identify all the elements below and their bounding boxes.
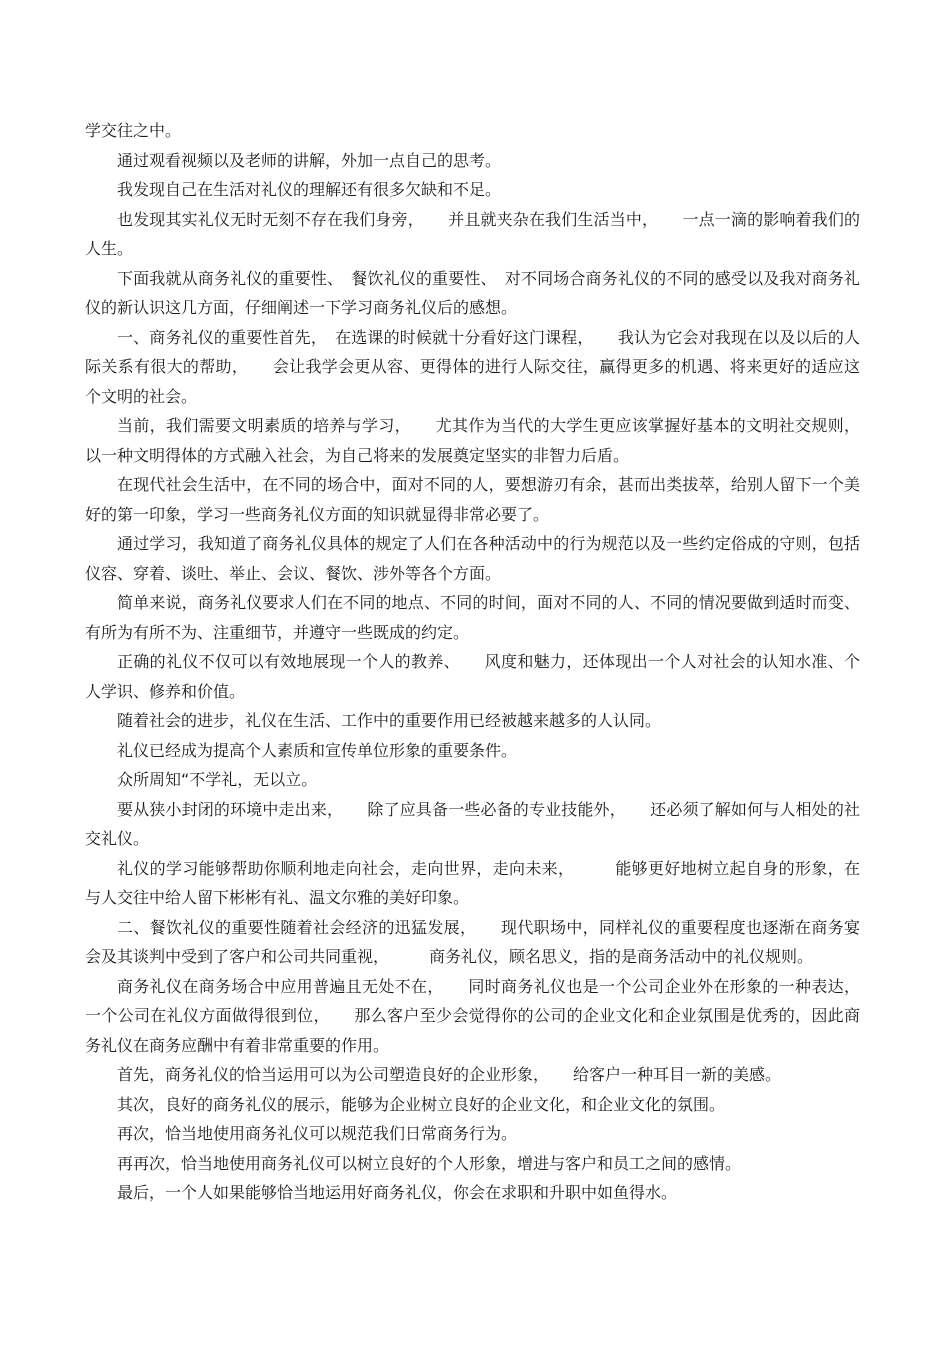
paragraph: 随着社会的进步，礼仪在生活、工作中的重要作用已经被越来越多的人认同。 bbox=[117, 711, 662, 730]
paragraph: 二、餐饮礼仪的重要性随着社会经济的迅猛发展， 现代职场中，同样礼仪的重要程度也逐渐在商务宴会及其谈判中受到了客户和公司共同重视， 商务礼仪，顾名思义，指的是商务活动中的礼仪规则。 bbox=[85, 917, 860, 966]
paragraph: 学交往之中。 bbox=[85, 121, 182, 140]
paragraph: 要从狭小封闭的环境中走出来， 除了应具备一些必备的专业技能外， 还必须了解如何与人相处的社交礼仪。 bbox=[85, 799, 860, 848]
paragraph: 通过学习，我知道了商务礼仪具体的规定了人们在各种活动中的行为规范以及一些约定俗成的守则，包括仪容、穿着、谈吐、举止、会议、餐饮、涉外等各个方面。 bbox=[85, 534, 860, 583]
paragraph: 礼仪已经成为提高个人素质和宣传单位形象的重要条件。 bbox=[117, 740, 518, 760]
paragraph: 通过观看视频以及老师的讲解，外加一点自己的思考。 bbox=[117, 150, 502, 170]
paragraph: 也发现其实礼仪无时无刻不存在我们身旁， 并且就夹杂在我们生活当中， 一点一滴的影响着我们的人生。 bbox=[85, 209, 860, 258]
document-body bbox=[85, 116, 860, 1208]
paragraph: 首先，商务礼仪的恰当运用可以为公司塑造良好的企业形象， 给客户一种耳目一新的美感。 bbox=[117, 1065, 782, 1084]
paragraph: 再次，恰当地使用商务礼仪可以规范我们日常商务行为。 bbox=[117, 1124, 518, 1143]
paragraph: 在现代社会生活中，在不同的场合中，面对不同的人，要想游刃有余，甚而出类拔萃，给别人留下一个美好的第一印象，学习一些商务礼仪方面的知识就显得非常必要了。 bbox=[85, 475, 860, 524]
paragraph: 简单来说，商务礼仪要求人们在不同的地点、不同的时间，面对不同的人、不同的情况要做到适时而变、有所为有所不为、注重细节，并遵守一些既成的约定。 bbox=[85, 593, 860, 642]
paragraph: 最后，一个人如果能够恰当地运用好商务礼仪，你会在求职和升职中如鱼得水。 bbox=[117, 1183, 678, 1202]
paragraph: 当前，我们需要文明素质的培养与学习， 尤其作为当代的大学生更应该掌握好基本的文明社交规则，以一种文明得体的方式融入社会，为自己将来的发展奠定坚实的非智力后盾。 bbox=[85, 416, 860, 465]
paragraph: 其次，良好的商务礼仪的展示，能够为企业树立良好的企业文化，和企业文化的氛围。 bbox=[117, 1094, 726, 1114]
paragraph: 正确的礼仪不仅可以有效地展现一个人的教养、 风度和魅力，还体现出一个人对社会的认知水准、个人学识、修养和价值。 bbox=[85, 652, 860, 701]
paragraph: 下面我就从商务礼仪的重要性、 餐饮礼仪的重要性、 对不同场合商务礼仪的不同的感受以及我对商务礼仪的新认识这几方面，仔细阐述一下学习商务礼仪后的感想。 bbox=[85, 268, 860, 317]
paragraph: 礼仪的学习能够帮助你顺利地走向社会，走向世界，走向未来， 能够更好地树立起自身的形象，在与人交往中给人留下彬彬有礼、温文尔雅的美好印象。 bbox=[85, 858, 860, 907]
paragraph: 商务礼仪在商务场合中应用普遍且无处不在， 同时商务礼仪也是一个公司企业外在形象的一种表达，一个公司在礼仪方面做得很到位， 那么客户至少会觉得你的公司的企业文化和企业氛围是优秀的，因此商务礼仪在商务应酬中有着非常重要的作用。 bbox=[85, 976, 860, 1055]
paragraph: 我发现自己在生活对礼仪的理解还有很多欠缺和不足。 bbox=[117, 180, 502, 199]
paragraph: 再再次，恰当地使用商务礼仪可以树立良好的个人形象，增进与客户和员工之间的感情。 bbox=[117, 1153, 742, 1173]
paragraph: 众所周知“不学礼，无以立。 bbox=[117, 770, 318, 789]
paragraph: 一、商务礼仪的重要性首先， 在选课的时候就十分看好这门课程， 我认为它会对我现在以及以后的人际关系有很大的帮助， 会让我学会更从容、更得体的进行人际交往，赢得更多的机遇、将来更好的适应这个文明的社会。 bbox=[85, 327, 860, 406]
